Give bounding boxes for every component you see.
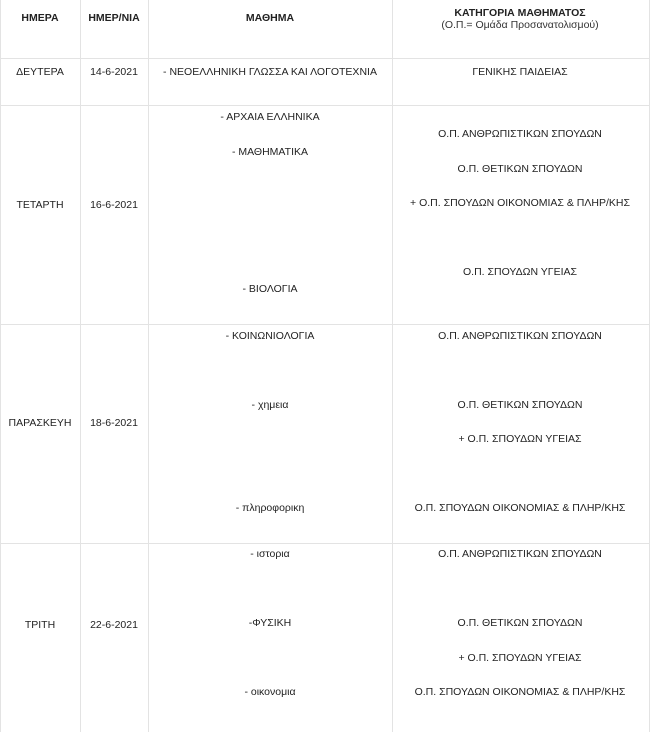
grid-line (392, 0, 393, 732)
row-day: ΤΡΙΤΗ (24, 618, 56, 631)
row-date: 16-6-2021 (90, 198, 138, 211)
category-item: Ο.Π. ΑΝΘΡΩΠΙΣΤΙΚΩΝ ΣΠΟΥΔΩΝ (438, 330, 602, 342)
category-item: Ο.Π. ΣΠΟΥΔΩΝ ΟΙΚΟΝΟΜΙΑΣ & ΠΛΗΡ/ΚΗΣ (414, 502, 626, 514)
subject-item: - οικονομια (244, 686, 296, 698)
subject-item: - ΜΑΘΗΜΑΤΙΚΑ (231, 146, 309, 158)
header-category-note: (Ο.Π.= Ομάδα Προσανατολισμού) (441, 19, 599, 31)
category-item: + Ο.Π. ΣΠΟΥΔΩΝ ΥΓΕΙΑΣ (458, 433, 582, 445)
header-subject: ΜΑΘΗΜΑ (245, 11, 295, 24)
grid-line (148, 0, 149, 732)
category-item: Ο.Π. ΘΕΤΙΚΩΝ ΣΠΟΥΔΩΝ (457, 163, 583, 175)
subject-item: - χημεια (251, 399, 289, 411)
row-day: ΠΑΡΑΣΚΕΥΗ (8, 416, 72, 429)
row-day: ΤΕΤΑΡΤΗ (16, 198, 64, 211)
category-item: Ο.Π. ΘΕΤΙΚΩΝ ΣΠΟΥΔΩΝ (457, 617, 583, 629)
header-category: ΚΑΤΗΓΟΡΙΑ ΜΑΘΗΜΑΤΟΣ (454, 7, 586, 19)
category-item: ΓΕΝΙΚΗΣ ΠΑΙΔΕΙΑΣ (472, 66, 568, 78)
category-item: Ο.Π. ΑΝΘΡΩΠΙΣΤΙΚΩΝ ΣΠΟΥΔΩΝ (438, 128, 602, 140)
header-date: ΗΜΕΡ/ΝΙΑ (88, 11, 140, 24)
category-item: Ο.Π. ΑΝΘΡΩΠΙΣΤΙΚΩΝ ΣΠΟΥΔΩΝ (438, 548, 602, 560)
category-item: Ο.Π. ΘΕΤΙΚΩΝ ΣΠΟΥΔΩΝ (457, 399, 583, 411)
category-item: + Ο.Π. ΣΠΟΥΔΩΝ ΥΓΕΙΑΣ (458, 652, 582, 664)
category-item: Ο.Π. ΣΠΟΥΔΩΝ ΥΓΕΙΑΣ (462, 266, 578, 278)
subject-item: - ΝΕΟΕΛΛΗΝΙΚΗ ΓΛΩΣΣΑ ΚΑΙ ΛΟΓΟΤΕΧΝΙΑ (163, 66, 377, 78)
subject-item: - ιστορια (250, 548, 290, 560)
subject-item: - ΑΡΧΑΙΑ ΕΛΛΗΝΙΚΑ (220, 111, 320, 123)
category-item: Ο.Π. ΣΠΟΥΔΩΝ ΟΙΚΟΝΟΜΙΑΣ & ΠΛΗΡ/ΚΗΣ (414, 686, 626, 698)
category-item: + Ο.Π. ΣΠΟΥΔΩΝ ΟΙΚΟΝΟΜΙΑΣ & ΠΛΗΡ/ΚΗΣ (410, 197, 630, 209)
row-date: 18-6-2021 (90, 416, 138, 429)
row-date: 22-6-2021 (90, 618, 138, 631)
row-date: 14-6-2021 (90, 65, 138, 78)
subject-item: - πληροφορικη (235, 502, 305, 514)
row-day: ΔΕΥΤΕΡΑ (16, 65, 64, 78)
subject-item: -ΦΥΣΙΚΗ (248, 617, 292, 629)
header-day: ΗΜΕΡΑ (21, 11, 59, 24)
subject-item: - ΚΟΙΝΩΝΙΟΛΟΓΙΑ (225, 330, 315, 342)
subject-item: - ΒΙΟΛΟΓΙΑ (242, 283, 298, 295)
